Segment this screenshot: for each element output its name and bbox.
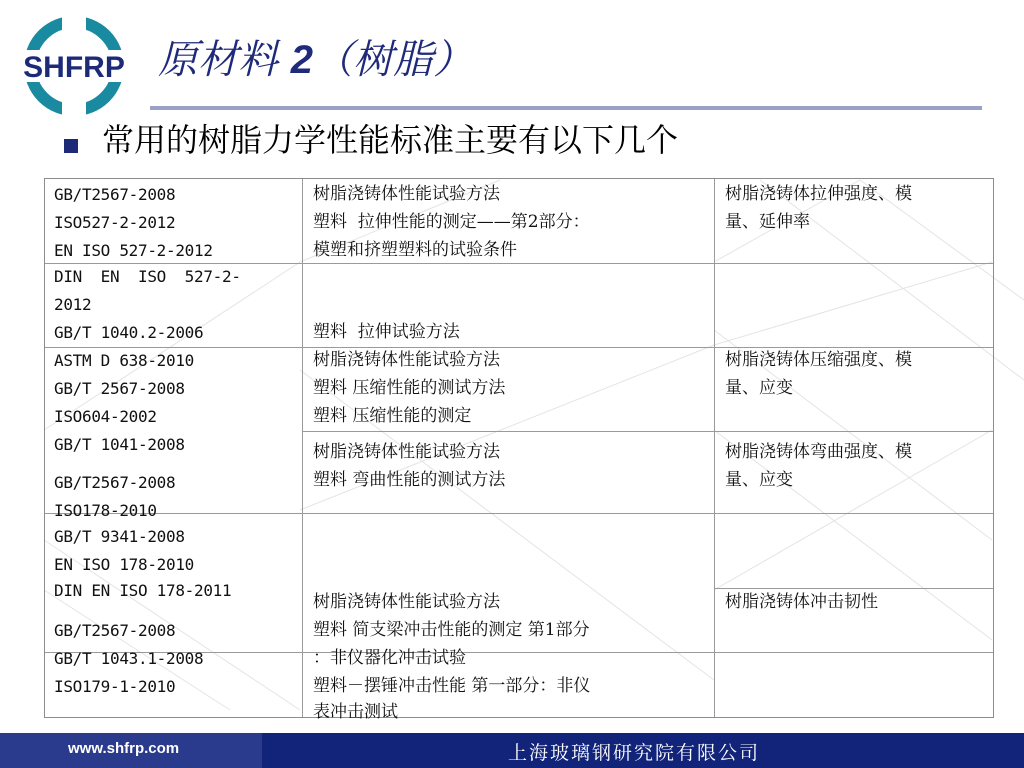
standard-title: 塑料 压缩性能的测试方法 — [313, 378, 506, 398]
title-suffix: （树脂） — [312, 37, 473, 83]
standard-code: GB/T2567-2008 — [54, 621, 176, 640]
standard-code: 2012 — [54, 295, 92, 314]
standard-code: GB/T 2567-2008 — [54, 379, 185, 398]
standard-code: ASTM D 638-2010 — [54, 351, 194, 370]
standard-title: 模塑和挤塑塑料的试验条件 — [313, 240, 517, 260]
standard-code: ISO527-2-2012 — [54, 213, 176, 232]
title-number: 2 — [290, 38, 313, 82]
company-name: 上海玻璃钢研究院有限公司 — [508, 742, 761, 764]
test-property: 树脂浇铸体弯曲强度、模 — [725, 442, 912, 462]
table-row-divider — [302, 431, 993, 432]
title-prefix: 原材料 — [158, 37, 278, 83]
standard-code: GB/T 1043.1-2008 — [54, 649, 204, 668]
bullet-square-icon — [64, 139, 78, 153]
standard-code: GB/T 9341-2008 — [54, 527, 185, 546]
test-property: 树脂浇铸体拉伸强度、模 — [725, 184, 912, 204]
shfrp-logo — [8, 14, 140, 118]
standard-code: ISO604-2002 — [54, 407, 157, 426]
standards-table — [44, 178, 994, 722]
standard-title: 树脂浇铸体性能试验方法 — [313, 442, 500, 462]
standard-title: 塑料 拉伸性能的测定——第2部分： — [313, 212, 590, 232]
standard-code: GB/T 1041-2008 — [54, 435, 185, 454]
test-property: 量、应变 — [725, 470, 793, 490]
website-link[interactable]: www.shfrp.com — [68, 740, 180, 757]
standard-code: DIN EN ISO 527-2- — [54, 267, 241, 286]
page-title — [158, 37, 473, 83]
standard-title: 树脂浇铸体性能试验方法 — [313, 592, 500, 612]
table-column-divider — [714, 179, 715, 717]
standard-title: 塑料 拉伸试验方法 — [313, 322, 460, 342]
standard-code: GB/T2567-2008 — [54, 185, 176, 204]
standard-code: GB/T 1040.2-2006 — [54, 323, 204, 342]
standard-title: 塑料 压缩性能的测定 — [313, 406, 472, 426]
title-divider — [150, 106, 982, 110]
standard-code: EN ISO 178-2010 — [54, 555, 194, 574]
test-property: 量、延伸率 — [725, 212, 810, 232]
standard-code: ISO178-2010 — [54, 501, 157, 520]
standard-code: GB/T2567-2008 — [54, 473, 176, 492]
logo-text: SHFRP — [23, 51, 125, 84]
standard-title: 塑料 弯曲性能的测试方法 — [313, 470, 506, 490]
test-property: 量、应变 — [725, 378, 793, 398]
standard-title: 树脂浇铸体性能试验方法 — [313, 184, 500, 204]
test-property: 树脂浇铸体冲击韧性 — [725, 592, 878, 612]
bullet-text: 常用的树脂力学性能标准主要有以下几个 — [102, 121, 679, 159]
footer-bar — [0, 733, 1024, 768]
standard-title: 树脂浇铸体性能试验方法 — [313, 350, 500, 370]
standard-title: 塑料－摆锤冲击性能 第一部分：非仪 — [313, 676, 591, 696]
standard-title: 塑料 简支梁冲击性能的测定 第1部分 — [313, 620, 590, 640]
table-column-divider — [302, 179, 303, 717]
standard-code: DIN EN ISO 178-2011 — [54, 581, 232, 600]
standard-title: ：非仪器化冲击试验 — [313, 648, 466, 668]
table-row-divider — [45, 513, 993, 514]
standard-code: EN ISO 527-2-2012 — [54, 241, 213, 260]
standard-title: 表冲击测试 — [313, 702, 398, 722]
footer-url-panel — [0, 733, 262, 768]
test-property: 树脂浇铸体压缩强度、模 — [725, 350, 912, 370]
standard-code: ISO179-1-2010 — [54, 677, 176, 696]
